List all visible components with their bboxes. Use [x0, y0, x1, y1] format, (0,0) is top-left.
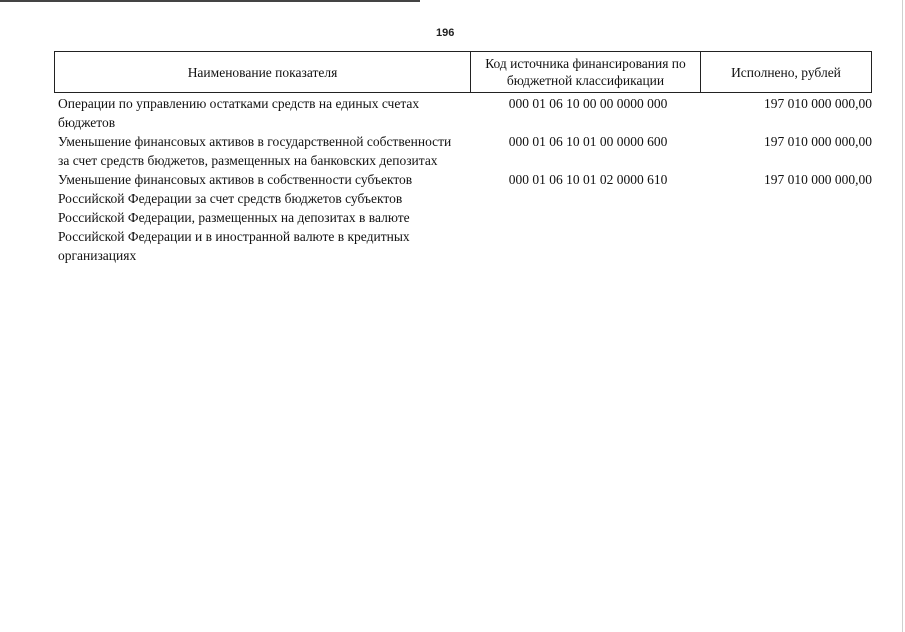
- header-indicator-name: Наименование показателя: [55, 52, 471, 92]
- header-executed-amount: Исполнено, рублей: [731, 64, 841, 80]
- table-row: [58, 94, 878, 132]
- table-body: [58, 94, 878, 265]
- header-source-code: Код источника финансирования по бюджетной классификации: [471, 52, 701, 92]
- row-executed-amount: 197 010 000 000,00: [764, 172, 872, 187]
- row-source-code: 000 01 06 10 01 00 0000 600: [508, 134, 668, 149]
- page-edge-line: [902, 0, 903, 632]
- page-number: 196: [436, 27, 455, 39]
- row-source-code: 000 01 06 10 01 02 0000 610: [508, 172, 668, 187]
- top-border-line: [0, 0, 420, 2]
- row-source-code: 000 01 06 10 00 00 0000 000: [508, 96, 668, 111]
- row-indicator-name: Уменьшение финансовых активов в государственной собственности за счет средств бюджетов, размещенных на банковских депозитах: [58, 134, 452, 168]
- table-row: [58, 170, 878, 265]
- row-indicator-name: Операции по управлению остатками средств на единых счетах бюджетов: [58, 96, 420, 130]
- table-row: [58, 132, 878, 170]
- row-indicator-name: Уменьшение финансовых активов в собственности субъектов Российской Федерации за счет средств бюджетов субъектов Российской Федерации, размещенных на депозитах в валюте Российской Федерации и в иностранной валюте в кредитных организациях: [58, 172, 413, 263]
- row-executed-amount: 197 010 000 000,00: [764, 96, 872, 111]
- table-header: [54, 51, 872, 93]
- row-executed-amount: 197 010 000 000,00: [764, 134, 872, 149]
